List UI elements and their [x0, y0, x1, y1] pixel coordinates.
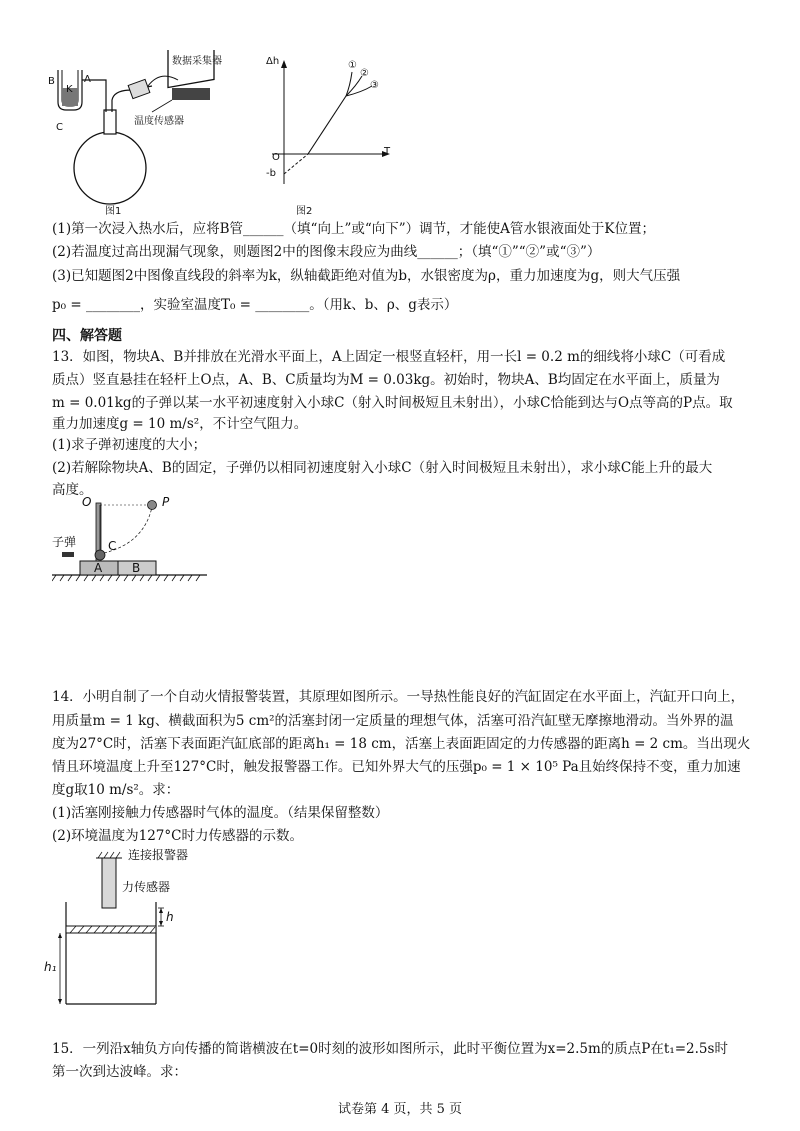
fig1-label-k: K [66, 84, 73, 95]
q13-figure [52, 493, 212, 593]
figure-1 [48, 50, 252, 225]
page-footer: 试卷第 4 页，共 5 页 [337, 1102, 463, 1117]
fig2-x-label: T [384, 146, 391, 157]
q14-line-1: 14．小明自制了一个自动火情报警装置，其原理如图所示。一导热性能良好的汽缸固定在水平面上，汽缸开口向上， [52, 689, 745, 705]
fig2-curve-1: ① [348, 60, 357, 71]
q13-line-5: (1)求子弹初速度的大小； [52, 437, 207, 453]
q14-line-6: (1)活塞刚接触力传感器时气体的温度。（结果保留整数） [52, 805, 389, 821]
fig1-label-c: C [56, 122, 63, 133]
q13-line-7: 高度。 [52, 482, 93, 498]
q14-figure [40, 846, 240, 1011]
q14-line-4: 情且环境温度上升至127°C时，触发报警器工作。已知外界大气的压强p₀ = 1 × 10⁵ Pa且始终保持不变，重力加速 [52, 759, 741, 775]
q14-sensor-label: 力传感器 [122, 880, 171, 894]
q15-line-1: 15．一列沿x轴负方向传播的简谐横波在t=0时刻的波形如图所示，此时平衡位置为x=2.5m的质点P在t₁=2.5s时 [52, 1041, 728, 1057]
q14-line-3: 度为27°C时，活塞下表面距汽缸底部的距离h₁ = 18 cm，活塞上表面距固定的力传感器的距离h = 2 cm。当出现火 [52, 736, 751, 752]
q13-line-6: (2)若解除物块A、B的固定，子弹仍以相同初速度射入小球C（射入时间极短且未射出），求小球C能上升的最大 [52, 460, 713, 476]
q12-line-1: (1)第一次浸入热水后，应将B管______（填“向上”或“向下”）调节，才能使A管水银液面处于K位置； [52, 221, 655, 237]
q13-label-a: A [94, 561, 103, 575]
fig1-sensor-label: 温度传感器 [134, 116, 184, 127]
fig2-origin: O [272, 152, 280, 163]
q12-line-2: (2)若温度过高出现漏气现象，则题图2中的图像末段应为曲线______；（填“①”“②”或“③”） [52, 244, 601, 260]
q14-figure-drawing [40, 846, 240, 1011]
q14-line-2: 用质量m = 1 kg、横截面积为5 cm²的活塞封闭一定质量的理想气体，活塞可沿汽缸壁无摩擦地滑动。当外界的温 [52, 713, 734, 729]
q13-line-2: 质点）竖直悬挂在轻杆上O点，A、B、C质量均为M = 0.03kg。初始时，物块A、B均固定在水平面上，质量为 [52, 372, 720, 388]
figure-2 [262, 52, 402, 227]
fig1-label-b: B [48, 76, 55, 87]
fig2-y-label: Δh [266, 56, 280, 67]
section-heading: 四、解答题 [52, 328, 122, 344]
q13-label-b: B [132, 561, 141, 575]
q14-line-5: 度g取10 m/s²。求： [52, 782, 180, 798]
q14-line-7: (2)环境温度为127°C时力传感器的示数。 [52, 828, 303, 844]
q14-alarm-label: 连接报警器 [128, 848, 189, 862]
q13-label-p: P [162, 495, 170, 509]
fig2-caption: 图2 [296, 206, 313, 217]
q13-label-o: O [82, 495, 92, 509]
q13-line-3: m = 0.01kg的子弹以某一水平初速度射入小球C（射入时间极短且未射出），小球C恰能到达与O点等高的P点。取 [52, 395, 733, 411]
q13-bullet-label: 子弹 [52, 535, 77, 549]
fig2-intercept: -b [266, 168, 276, 179]
fig1-caption: 图1 [105, 206, 122, 217]
q13-line-1: 13．如图，物块A、B并排放在光滑水平面上，A上固定一根竖直轻杆，用一长l = 0.2 m的细线将小球C（可看成 [52, 349, 726, 365]
fig2-curve-2: ② [360, 68, 369, 79]
q15-line-2: 第一次到达波峰。求： [52, 1064, 187, 1080]
figure-2-drawing [262, 52, 402, 202]
q14-h1-label: h₁ [44, 960, 57, 974]
q12-line-3: (3)已知题图2中图像直线段的斜率为k，纵轴截距绝对值为b，水银密度为ρ，重力加速度为g，则大气压强 [52, 268, 681, 284]
fig1-label-a: A [84, 74, 91, 85]
q13-label-c: C [108, 539, 117, 553]
q13-line-4: 重力加速度g = 10 m/s²，不计空气阻力。 [52, 416, 308, 432]
fig1-collector-label: 数据采集器 [172, 56, 222, 67]
figure-1-drawing [52, 50, 252, 210]
q14-h-label: h [166, 910, 174, 924]
fig2-curve-3: ③ [370, 80, 379, 91]
q12-line-4: p₀ = ________，实验室温度T₀ = ________。（用k、b、ρ、g表示） [52, 297, 458, 313]
